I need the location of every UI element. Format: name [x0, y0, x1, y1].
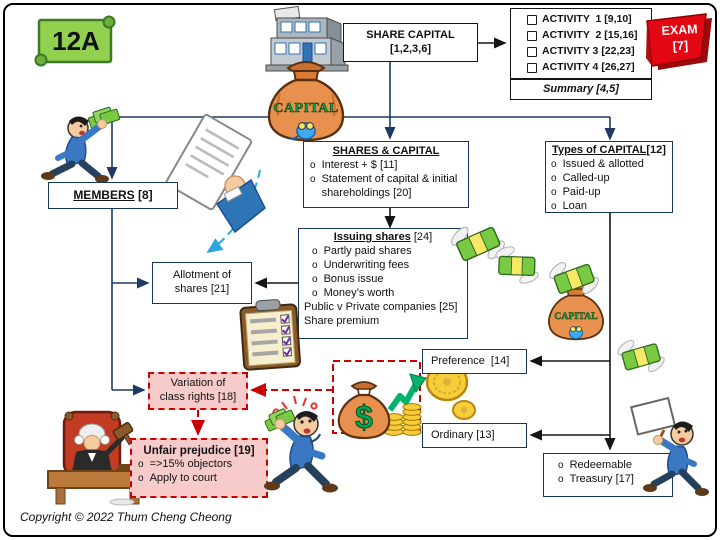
running-man-panic-icon: [248, 390, 348, 508]
node-variation: [148, 372, 248, 410]
shares-capital-title: SHARES & CAPITAL: [332, 145, 440, 157]
running-man-sign-icon: [624, 396, 720, 504]
checkbox-icon: [527, 47, 537, 57]
unfair-title: Unfair prejudice [19]: [143, 445, 255, 457]
list-item: o Called-up: [551, 171, 610, 184]
activity-item: ACTIVITY 3 [22,23]: [527, 44, 647, 60]
ordinary-label: Ordinary [13]: [431, 428, 495, 441]
list-item: o Money’s worth: [312, 286, 395, 299]
activity-item: ACTIVITY 2 [15,16]: [527, 28, 647, 44]
gold-coin-small-icon: [452, 400, 476, 420]
list-item: o Partly paid shares: [312, 244, 412, 257]
list-item: o Interest + $ [11]: [310, 158, 398, 171]
flying-money-icon: [545, 252, 604, 304]
issuing-title: Issuing shares: [333, 231, 411, 243]
members-title: MEMBERS: [73, 188, 135, 202]
running-man-money-icon: [38, 108, 138, 186]
document-hand-icon: [155, 122, 265, 237]
checkbox-icon: [527, 15, 537, 25]
list-item: o Redeemable: [558, 459, 632, 471]
list-item: o Statement of capital & initial shareholdings [20]: [310, 172, 458, 199]
dollar-bag-coins-icon: [334, 366, 434, 438]
copyright-text: Copyright © 2022 Thum Cheng Cheong: [20, 510, 232, 524]
list-item: o Apply to court: [138, 472, 217, 485]
list-item: Share premium: [304, 314, 380, 327]
checkbox-icon: [527, 63, 537, 73]
list-item: o Issued & allotted: [551, 157, 644, 170]
dollar-sign: $: [355, 399, 373, 435]
flying-money-icon: [614, 332, 668, 381]
node-preference: [422, 349, 527, 374]
types-capital-title: Types of CAPITAL: [552, 144, 647, 156]
list-item: o Paid-up: [551, 185, 601, 198]
list-item: o =>15% objectors: [138, 458, 233, 471]
capital-bag-label: CAPITAL: [273, 101, 339, 116]
slide-tag: 12A: [52, 25, 100, 56]
node-members: [48, 182, 178, 209]
node-activities: [510, 8, 652, 79]
checkbox-icon: [527, 31, 537, 41]
share-capital-ref: [1,2,3,6]: [390, 42, 431, 55]
exam-label: EXAM [7]: [661, 22, 698, 54]
allotment-label: Allotment of shares [21]: [172, 269, 232, 295]
preference-label: Preference [14]: [431, 354, 510, 367]
summary-label: Summary [4,5]: [543, 82, 619, 95]
list-item: o Underwriting fees: [312, 258, 410, 271]
list-item: o Bonus issue: [312, 272, 384, 285]
node-summary: [510, 79, 652, 100]
clipboard-checklist-icon: [236, 298, 306, 370]
list-item: o Loan: [551, 199, 588, 212]
capital-bag-icon: [258, 52, 354, 142]
capital-bag-small-label: CAPITAL: [554, 310, 598, 322]
list-item: Public v Private companies [25]: [304, 300, 458, 313]
node-shares-and-capital: [303, 141, 469, 208]
activity-item: ACTIVITY 4 [26,27]: [527, 60, 647, 76]
issuing-ref: [24]: [413, 231, 433, 243]
node-issuing-shares: [298, 228, 468, 339]
types-capital-ref: [12]: [646, 144, 666, 156]
node-share-capital: [343, 23, 478, 62]
share-capital-title: SHARE CAPITAL: [366, 28, 455, 41]
node-ordinary: [422, 423, 527, 448]
members-ref: [8]: [138, 188, 153, 202]
variation-label: Variation of class rights [18]: [159, 377, 237, 403]
activity-item: ACTIVITY 1 [9,10]: [527, 12, 647, 28]
list-item: o Treasury [17]: [558, 473, 634, 485]
node-types-of-capital: [545, 141, 673, 213]
